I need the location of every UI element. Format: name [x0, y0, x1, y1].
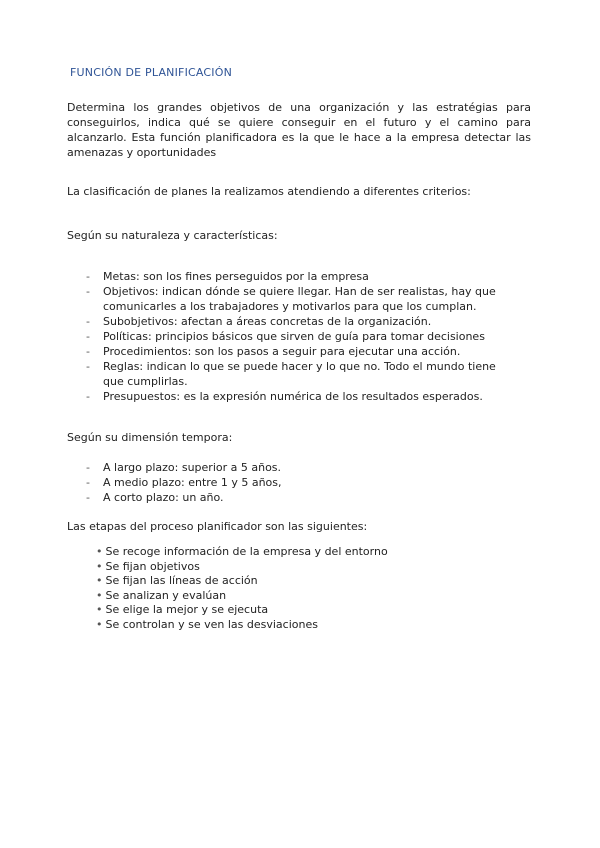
dash-marker: - [86, 360, 90, 373]
list-item-text: Se elige la mejor y se ejecuta [105, 603, 269, 617]
list-item [96, 560, 496, 575]
list-item-text: Se fijan las líneas de acción [105, 574, 258, 588]
list-item-text: Procedimientos: son los pasos a seguir para ejecutar una acción. [103, 345, 461, 358]
list-item [86, 460, 506, 475]
list-item [86, 359, 506, 389]
list-item [86, 475, 506, 490]
temporal-heading: Según su dimensión tempora: [67, 431, 233, 444]
dash-marker: - [86, 476, 90, 489]
bullet-marker: • [96, 574, 103, 588]
list-item-text: Subobjetivos: afectan a áreas concretas de la organización. [103, 315, 432, 328]
list-item-text: A corto plazo: un año. [103, 491, 224, 504]
list-item [96, 589, 496, 604]
list-item-text: A largo plazo: superior a 5 años. [103, 461, 282, 474]
nature-list [86, 269, 506, 404]
list-item-text: Se controlan y se ven las desviaciones [105, 617, 318, 631]
dash-marker: - [86, 330, 90, 343]
nature-heading: Según su naturaleza y características: [67, 229, 278, 242]
dash-marker: - [86, 270, 90, 283]
list-item [86, 329, 506, 344]
dash-marker: - [86, 491, 90, 504]
list-item [86, 490, 506, 505]
dash-marker: - [86, 345, 90, 358]
list-item-text: Metas: son los fines perseguidos por la empresa [103, 270, 369, 283]
list-item [96, 545, 496, 560]
list-item-text: Presupuestos: es la expresión numérica de los resultados esperados. [103, 390, 483, 403]
dash-marker: - [86, 285, 90, 298]
classification-paragraph: La clasificación de planes la realizamos atendiendo a diferentes criterios: [67, 185, 471, 198]
stages-list [96, 545, 496, 633]
bullet-marker: • [96, 588, 103, 602]
temporal-list [86, 460, 506, 505]
list-item [96, 618, 496, 633]
dash-marker: - [86, 461, 90, 474]
list-item-text: Reglas: indican lo que se puede hacer y lo que no. Todo el mundo tiene que cumplirlas. [103, 360, 496, 388]
dash-marker: - [86, 390, 90, 403]
list-item-text: A medio plazo: entre 1 y 5 años, [103, 476, 282, 489]
intro-paragraph: Determina los grandes objetivos de una organización y las estratégias para conseguirlos, indica qué se quiere conseguir en el futuro y el camino para alcanzarlo. Esta función planificadora es la que le hace a la empresa detectar las amenazas y oportunidades [67, 101, 531, 159]
list-item-text: Se analizan y evalúan [105, 588, 227, 602]
bullet-marker: • [96, 617, 103, 631]
list-item [86, 314, 506, 329]
list-item-text: Se recoge información de la empresa y del entorno [105, 545, 388, 558]
stages-heading: Las etapas del proceso planificador son las siguientes: [67, 520, 368, 533]
bullet-marker: • [96, 559, 103, 573]
list-item-text: Se fijan objetivos [105, 559, 200, 573]
list-item [86, 389, 506, 404]
list-item [86, 344, 506, 359]
bullet-marker: • [96, 545, 103, 558]
list-item [96, 574, 496, 589]
dash-marker: - [86, 315, 90, 328]
list-item-text: Políticas: principios básicos que sirven de guía para tomar decisiones [103, 330, 485, 343]
list-item [86, 269, 506, 284]
list-item-text: Objetivos: indican dónde se quiere llegar. Han de ser realistas, hay que comunicarles a los trabajadores y motivarlos para que los cumplan. [103, 285, 496, 313]
list-item [86, 284, 506, 314]
section-title: FUNCIÓN DE PLANIFICACIÓN [70, 66, 233, 79]
bullet-marker: • [96, 603, 103, 617]
list-item [96, 603, 496, 618]
